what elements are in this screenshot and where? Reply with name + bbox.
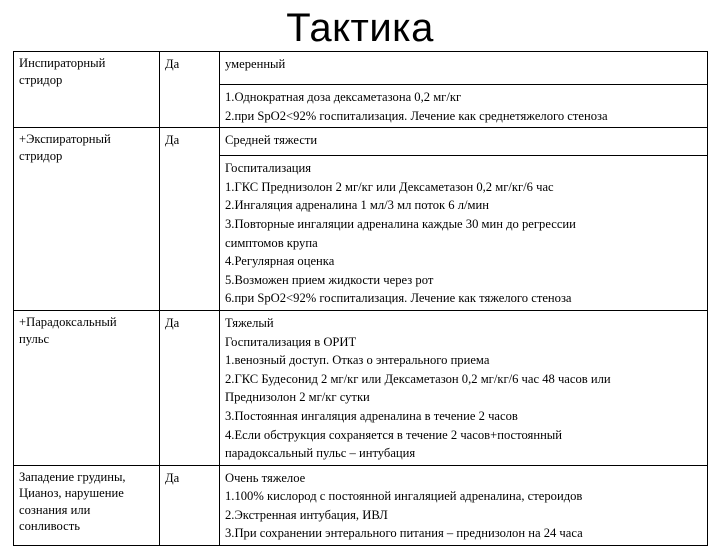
- answer-cell: Да: [160, 52, 220, 128]
- action-line: 3.Постоянная ингаляция адреналина в течение 2 часов: [225, 408, 518, 423]
- action-line: 4.Регулярная оценка: [225, 254, 335, 269]
- action-line: 2.Ингаляция адреналина 1 мл/3 мл поток 6 л/мин: [225, 198, 489, 213]
- action-line: 1.Однократная доза дексаметазона 0,2 мг/кг: [225, 90, 462, 104]
- sign-cell: [14, 310, 160, 465]
- sign-text: Инспираторный: [19, 56, 106, 70]
- sign-text: +Экспираторный: [19, 132, 111, 147]
- severity-cell: умеренный: [220, 52, 708, 85]
- action-line: 2.ГКС Будесонид 2 мг/кг или Дексаметазон 0,2 мг/кг/6 час 48 часов или: [225, 371, 611, 386]
- sign-text: Западение грудины,: [19, 469, 126, 484]
- table-row: [14, 465, 708, 545]
- action-line: Очень тяжелое: [225, 470, 306, 485]
- action-cell: [220, 310, 708, 465]
- sign-text: сонливость: [19, 519, 80, 534]
- action-line: 3.При сохранении энтерального питания – преднизолон на 24 часа: [225, 526, 583, 541]
- action-line: 5.Возможен прием жидкости через рот: [225, 272, 434, 287]
- action-cell: [220, 465, 708, 545]
- sign-text: +Парадоксальный: [19, 314, 117, 329]
- sign-cell: [14, 52, 160, 128]
- table-row: [14, 310, 708, 465]
- action-line: Преднизолон 2 мг/кг сутки: [225, 390, 370, 405]
- answer-cell: Да: [160, 465, 220, 545]
- action-cell: [220, 156, 708, 311]
- action-line: Госпитализация в ОРИТ: [225, 334, 357, 349]
- action-line: 1.100% кислород с постоянной ингаляцией адреналина, стероидов: [225, 489, 583, 504]
- sign-text: стридор: [19, 148, 63, 163]
- answer-cell: Да: [160, 128, 220, 311]
- action-line: 2.Экстренная интубация, ИВЛ: [225, 507, 388, 522]
- action-line: 1.ГКС Преднизолон 2 мг/кг или Дексаметазон 0,2 мг/кг/6 час: [225, 179, 554, 194]
- action-line: 2.при SpO2<92% госпитализация. Лечение как среднетяжелого стеноза: [225, 108, 608, 123]
- sign-text: пульс: [19, 331, 50, 346]
- action-line: 4.Если обструкция сохраняется в течение 2 часов+постоянный: [225, 427, 563, 442]
- page-title: Тактика: [286, 6, 434, 50]
- sign-cell: [14, 128, 160, 311]
- table-row: [14, 52, 708, 85]
- tactics-table: [13, 51, 708, 546]
- action-line: парадоксальный пульс – интубация: [225, 446, 416, 461]
- sign-cell: [14, 465, 160, 545]
- action-line: Госпитализация: [225, 161, 312, 176]
- action-line: Тяжелый: [225, 315, 274, 330]
- sign-text: Цианоз, нарушение: [19, 486, 124, 501]
- action-line: 1.венозный доступ. Отказ о энтерального приема: [225, 353, 490, 368]
- table-row: [14, 128, 708, 156]
- action-line: 6.при SpO2<92% госпитализация. Лечение как тяжелого стеноза: [225, 291, 572, 306]
- action-cell: [220, 85, 708, 128]
- action-line: 3.Повторные ингаляции адреналина каждые 30 мин до регрессии: [225, 216, 576, 231]
- sign-text: сознания или: [19, 502, 91, 517]
- severity-cell: Средней тяжести: [220, 128, 708, 156]
- answer-cell: Да: [160, 310, 220, 465]
- action-line: симптомов крупа: [225, 235, 318, 250]
- sign-text: стридор: [19, 72, 63, 87]
